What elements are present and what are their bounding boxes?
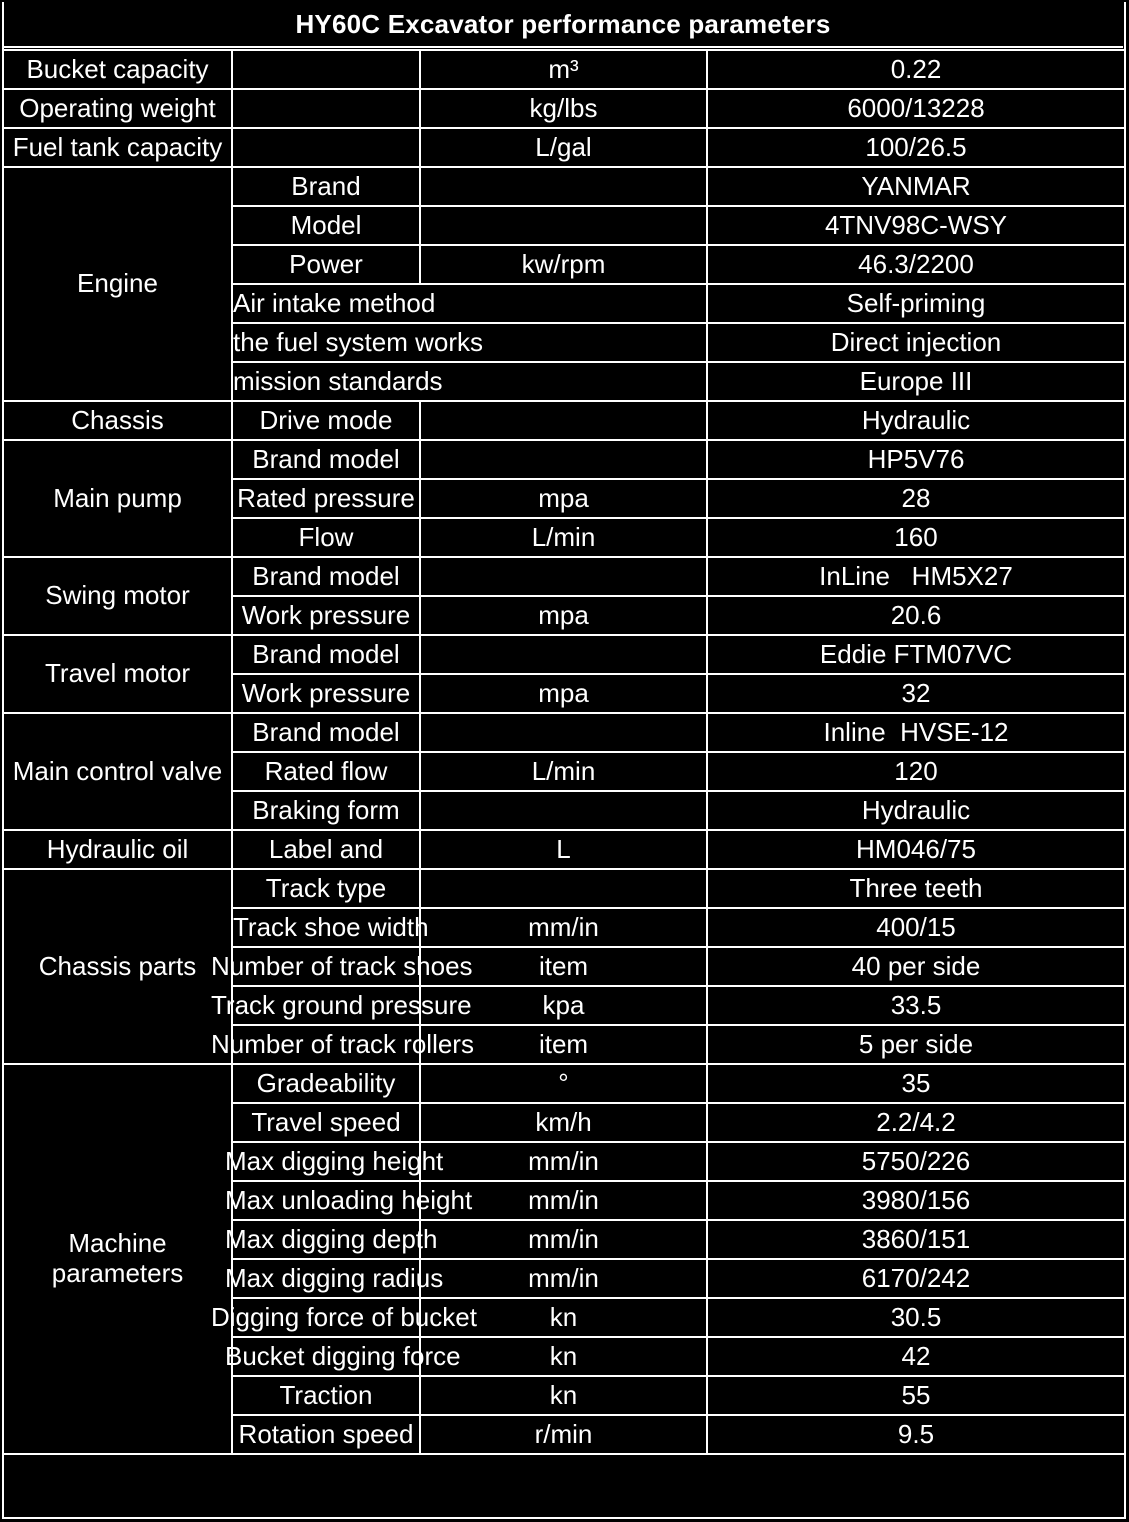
- label-cell: Rated flow: [232, 752, 420, 791]
- label-cell: Digging force of bucket: [232, 1298, 420, 1337]
- unit-cell: m³: [420, 50, 707, 89]
- unit-cell: [420, 206, 707, 245]
- unit-cell: [420, 167, 707, 206]
- group-machine-parameters: Machine parameters: [3, 1064, 232, 1454]
- unit-cell: item: [420, 947, 707, 986]
- value-cell: 40 per side: [707, 947, 1125, 986]
- unit-cell: L/gal: [420, 128, 707, 167]
- value-cell: 3980/156: [707, 1181, 1125, 1220]
- unit-cell: mm/in: [420, 908, 707, 947]
- unit-cell: [420, 557, 707, 596]
- table-row: [3, 128, 1125, 167]
- unit-cell: kn: [420, 1298, 707, 1337]
- value-cell: Hydraulic: [707, 791, 1125, 830]
- unit-cell: r/min: [420, 1415, 707, 1454]
- table-row: [3, 440, 1125, 479]
- value-cell: 30.5: [707, 1298, 1125, 1337]
- table-row: [3, 713, 1125, 752]
- unit-cell: L/min: [420, 518, 707, 557]
- group-fuel: Fuel tank capacity: [3, 128, 232, 167]
- label-cell: Model: [232, 206, 420, 245]
- label-cell: Braking form: [232, 791, 420, 830]
- group-engine: Engine: [3, 167, 232, 401]
- label-cell: Flow: [232, 518, 420, 557]
- table-row: [3, 830, 1125, 869]
- unit-cell: kn: [420, 1337, 707, 1376]
- value-cell: Self-priming: [707, 284, 1125, 323]
- unit-cell: [420, 713, 707, 752]
- value-cell: 20.6: [707, 596, 1125, 635]
- label-cell: Track type: [232, 869, 420, 908]
- unit-cell: L/min: [420, 752, 707, 791]
- label-cell: Rotation speed: [232, 1415, 420, 1454]
- value-cell: 160: [707, 518, 1125, 557]
- label-cell: Work pressure: [232, 596, 420, 635]
- unit-cell: mpa: [420, 674, 707, 713]
- label-cell: Track ground pressure: [232, 986, 420, 1025]
- label-cell: Rated pressure: [232, 479, 420, 518]
- label-cell: Brand model: [232, 440, 420, 479]
- label-cell: Travel speed: [232, 1103, 420, 1142]
- value-cell: 6170/242: [707, 1259, 1125, 1298]
- value-cell: Europe III: [707, 362, 1125, 401]
- label-cell: Work pressure: [232, 674, 420, 713]
- value-cell: Three teeth: [707, 869, 1125, 908]
- table-row: [3, 89, 1125, 128]
- label-cell: Track shoe width: [232, 908, 420, 947]
- value-cell: YANMAR: [707, 167, 1125, 206]
- unit-cell: kg/lbs: [420, 89, 707, 128]
- group-bucket: Bucket capacity: [3, 50, 232, 89]
- value-cell: 32: [707, 674, 1125, 713]
- unit-cell: [420, 440, 707, 479]
- value-cell: HP5V76: [707, 440, 1125, 479]
- value-cell: Hydraulic: [707, 401, 1125, 440]
- value-cell: 5750/226: [707, 1142, 1125, 1181]
- unit-cell: mpa: [420, 596, 707, 635]
- value-cell: 3860/151: [707, 1220, 1125, 1259]
- unit-cell: kpa: [420, 986, 707, 1025]
- value-cell: 2.2/4.2: [707, 1103, 1125, 1142]
- unit-cell: mpa: [420, 479, 707, 518]
- value-cell: 35: [707, 1064, 1125, 1103]
- value-cell: 28: [707, 479, 1125, 518]
- label-cell: Max unloading height: [232, 1181, 420, 1220]
- unit-cell: mm/in: [420, 1142, 707, 1181]
- table-row: [3, 1064, 1125, 1103]
- value-cell: 0.22: [707, 50, 1125, 89]
- unit-cell: kw/rpm: [420, 245, 707, 284]
- unit-cell: mm/in: [420, 1181, 707, 1220]
- label-cell: Number of track rollers: [232, 1025, 420, 1064]
- group-chassis-parts: Chassis parts: [3, 869, 232, 1064]
- page-title: HY60C Excavator performance parameters: [3, 3, 1123, 48]
- label-cell: Brand model: [232, 557, 420, 596]
- group-weight: Operating weight: [3, 89, 232, 128]
- value-cell: Eddie FTM07VC: [707, 635, 1125, 674]
- group-travel-motor: Travel motor: [3, 635, 232, 713]
- value-cell: InLine HM5X27: [707, 557, 1125, 596]
- label-cell: Max digging height: [232, 1142, 420, 1181]
- value-cell: 100/26.5: [707, 128, 1125, 167]
- value-cell: 55: [707, 1376, 1125, 1415]
- unit-cell: mm/in: [420, 1259, 707, 1298]
- spec-table: [2, 49, 1126, 1455]
- label-cell: Max digging radius: [232, 1259, 420, 1298]
- table-row: [3, 869, 1125, 908]
- group-hydraulic-oil: Hydraulic oil: [3, 830, 232, 869]
- value-cell: 46.3/2200: [707, 245, 1125, 284]
- label-cell: the fuel system works: [232, 323, 707, 362]
- label-cell: Gradeability: [232, 1064, 420, 1103]
- unit-cell: item: [420, 1025, 707, 1064]
- value-cell: 4TNV98C-WSY: [707, 206, 1125, 245]
- label-cell: Traction: [232, 1376, 420, 1415]
- value-cell: HM046/75: [707, 830, 1125, 869]
- table-row: [3, 50, 1125, 89]
- unit-cell: [420, 635, 707, 674]
- label-cell: Max digging depth: [232, 1220, 420, 1259]
- value-cell: 5 per side: [707, 1025, 1125, 1064]
- group-swing-motor: Swing motor: [3, 557, 232, 635]
- group-main-control-valve: Main control valve: [3, 713, 232, 830]
- label-cell: Brand model: [232, 635, 420, 674]
- unit-cell: mm/in: [420, 1220, 707, 1259]
- value-cell: Inline HVSE-12: [707, 713, 1125, 752]
- label-cell: Air intake method: [232, 284, 707, 323]
- table-row: [3, 635, 1125, 674]
- label-cell: Drive mode: [232, 401, 420, 440]
- value-cell: 9.5: [707, 1415, 1125, 1454]
- group-chassis: Chassis: [3, 401, 232, 440]
- label-cell: Brand model: [232, 713, 420, 752]
- table-row: [3, 557, 1125, 596]
- table-row: [3, 401, 1125, 440]
- value-cell: 400/15: [707, 908, 1125, 947]
- unit-cell: [420, 869, 707, 908]
- table-row: [3, 167, 1125, 206]
- label-cell: Label and: [232, 830, 420, 869]
- unit-cell: kn: [420, 1376, 707, 1415]
- value-cell: 120: [707, 752, 1125, 791]
- label-cell: Power: [232, 245, 420, 284]
- unit-cell: [420, 791, 707, 830]
- value-cell: 42: [707, 1337, 1125, 1376]
- label-cell: Bucket digging force: [232, 1337, 420, 1376]
- value-cell: 33.5: [707, 986, 1125, 1025]
- group-main-pump: Main pump: [3, 440, 232, 557]
- value-cell: Direct injection: [707, 323, 1125, 362]
- value-cell: 6000/13228: [707, 89, 1125, 128]
- label-cell: mission standards: [232, 362, 707, 401]
- unit-cell: [420, 401, 707, 440]
- label-cell: Number of track shoes: [232, 947, 420, 986]
- unit-cell: L: [420, 830, 707, 869]
- unit-cell: km/h: [420, 1103, 707, 1142]
- label-cell: Brand: [232, 167, 420, 206]
- unit-cell: °: [420, 1064, 707, 1103]
